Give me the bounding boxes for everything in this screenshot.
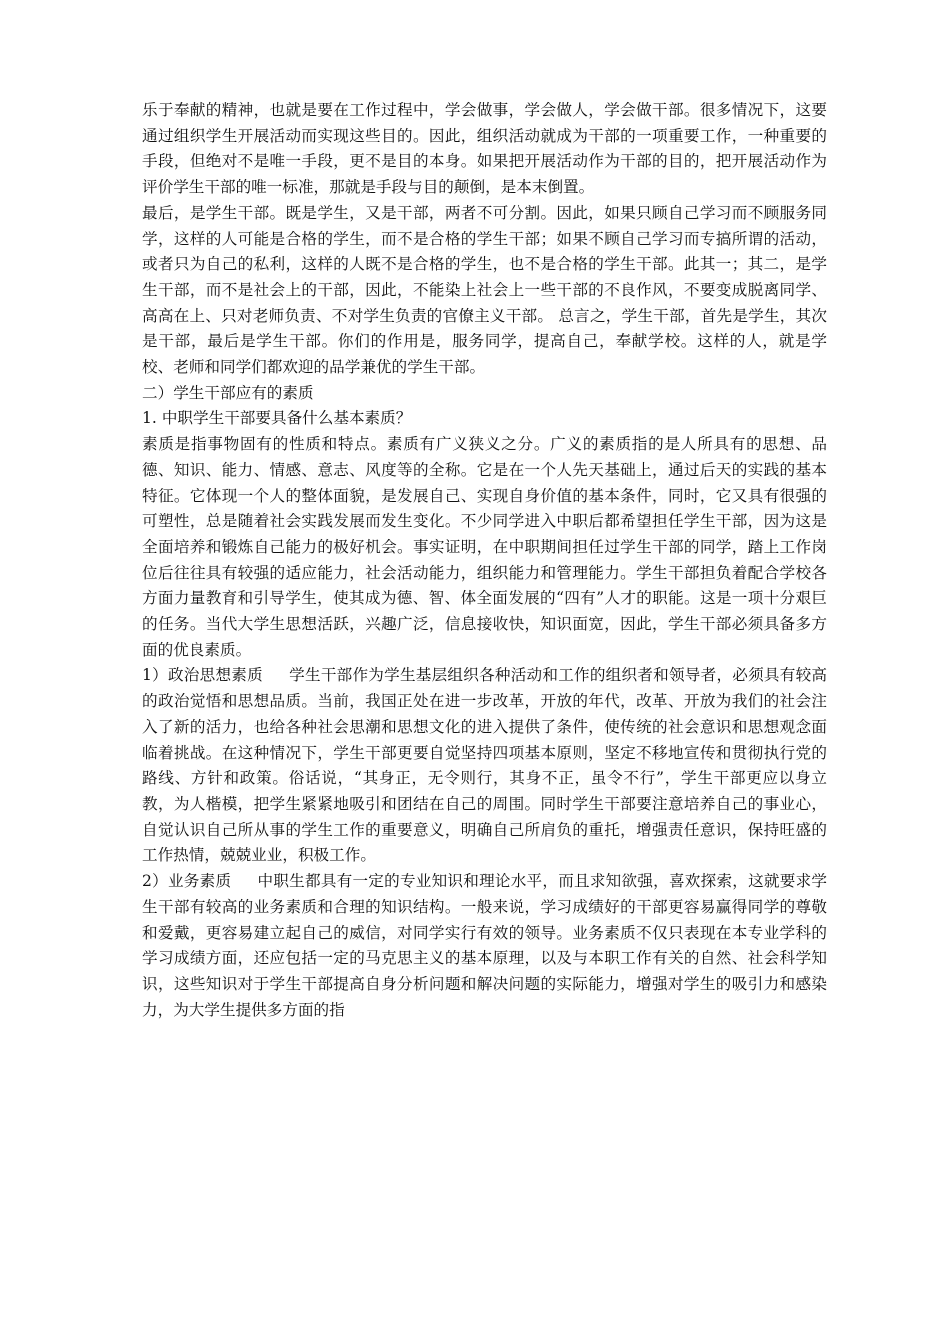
paragraph-student-cadre: 最后，是学生干部。既是学生，又是干部，两者不可分割。因此，如果只顾自己学习而不顾服务同学，这样的人可能是合格的学生，而不是合格的学生干部；如果不顾自己学习而专搞所谓的活动，或者只为自己的私利，这样的人既不是合格的学生，也不是合格的学生干部。此其一；其二，是学生干部，而不是社会上的干部，因此，不能染上社会上一些干部的不良作风，不要变成脱离同学、高高在上、只对老师负责、不对学生负责的官僚主义干部。 总言之，学生干部，首先是学生，其次是干部，最后是学生干部。你们的作用是，服务同学，提高自己，奉献学校。这样的人，就是学校、老师和同学们都欢迎的品学兼优的学生干部。 [142, 203, 827, 377]
question-basic-qualities: 1. 中职学生干部要具备什么基本素质？ [142, 409, 412, 428]
paragraph-quality-definition: 素质是指事物固有的性质和特点。素质有广义狭义之分。广义的素质指的是人所具有的思想、品德、知识、能力、情感、意志、风度等的全称。它是在一个人先天基础上，通过后天的实践的基本特征。它体现一个人的整体面貌，是发展自己、实现自身价值的基本条件，同时，它又具有很强的可塑性，总是随着社会实践发展而发生变化。不少同学进入中职后都希望担任学生干部，因为这是全面培养和锻炼自己能力的极好机会。事实证明，在中职期间担任过学生干部的同学，踏上工作岗位后往往具有较强的适应能力，社会活动能力，组织能力和管理能力。学生干部担负着配合学校各方面力量教育和引导学生，使其成为德、智、体全面发展的“四有”人才的职能。这是一项十分艰巨的任务。当代大学生思想活跃，兴趣广泛，信息接收快，知识面宽，因此，学生干部必须具备多方面的优良素质。 [142, 435, 827, 659]
subheading-professional-quality: 2）业务素质 [142, 872, 232, 891]
paragraph-political-quality [142, 663, 827, 869]
document-page [142, 98, 827, 1023]
text-professional-quality: 中职生都具有一定的专业知识和理论水平，而且求知欲强，喜欢探索，这就要求学生干部有较高的业务素质和合理的知识结构。一般来说，学习成绩好的干部更容易赢得同学的尊敬和爱戴，更容易建立起自己的威信，对同学实行有效的领导。业务素质不仅只表现在本专业学科的学习成绩方面，还应包括一定的马克思主义的基本原理，以及与本职工作有关的自然、社会科学知识，这些知识对于学生干部提高自身分析问题和解决问题的实际能力，增强对学生的吸引力和感染力，为大学生提供多方面的指 [142, 872, 827, 1019]
section-heading-qualities: 二）学生干部应有的素质 [142, 383, 314, 402]
subheading-political-quality: 1）政治思想素质 [142, 666, 263, 685]
paragraph-role-of-activities: 乐于奉献的精神，也就是要在工作过程中，学会做事，学会做人，学会做干部。很多情况下，这要通过组织学生开展活动而实现这些目的。因此，组织活动就成为干部的一项重要工作，一种重要的手段，但绝对不是唯一手段，更不是目的本身。如果把开展活动作为干部的目的，把开展活动作为评价学生干部的唯一标准，那就是手段与目的颠倒，是本末倒置。 [142, 101, 827, 197]
text-political-quality: 学生干部作为学生基层组织各种活动和工作的组织者和领导者，必须具有较高的政治觉悟和思想品质。当前，我国正处在进一步改革，开放的年代，改革、开放为我们的社会注入了新的活力，也给各种社会思潮和思想文化的进入提供了条件，使传统的社会意识和思想观念面临着挑战。在这种情况下，学生干部更要自觉坚持四项基本原则，坚定不移地宣传和贯彻执行党的路线、方针和政策。俗话说，“其身正，无令则行，其身不正，虽令不行”，学生干部更应以身立教，为人楷模，把学生紧紧地吸引和团结在自己的周围。同时学生干部要注意培养自己的事业心，自觉认识自己所从事的学生工作的重要意义，明确自己所肩负的重托，增强责任意识，保持旺盛的工作热情，兢兢业业，积极工作。 [142, 666, 827, 865]
paragraph-professional-quality [142, 869, 827, 1023]
